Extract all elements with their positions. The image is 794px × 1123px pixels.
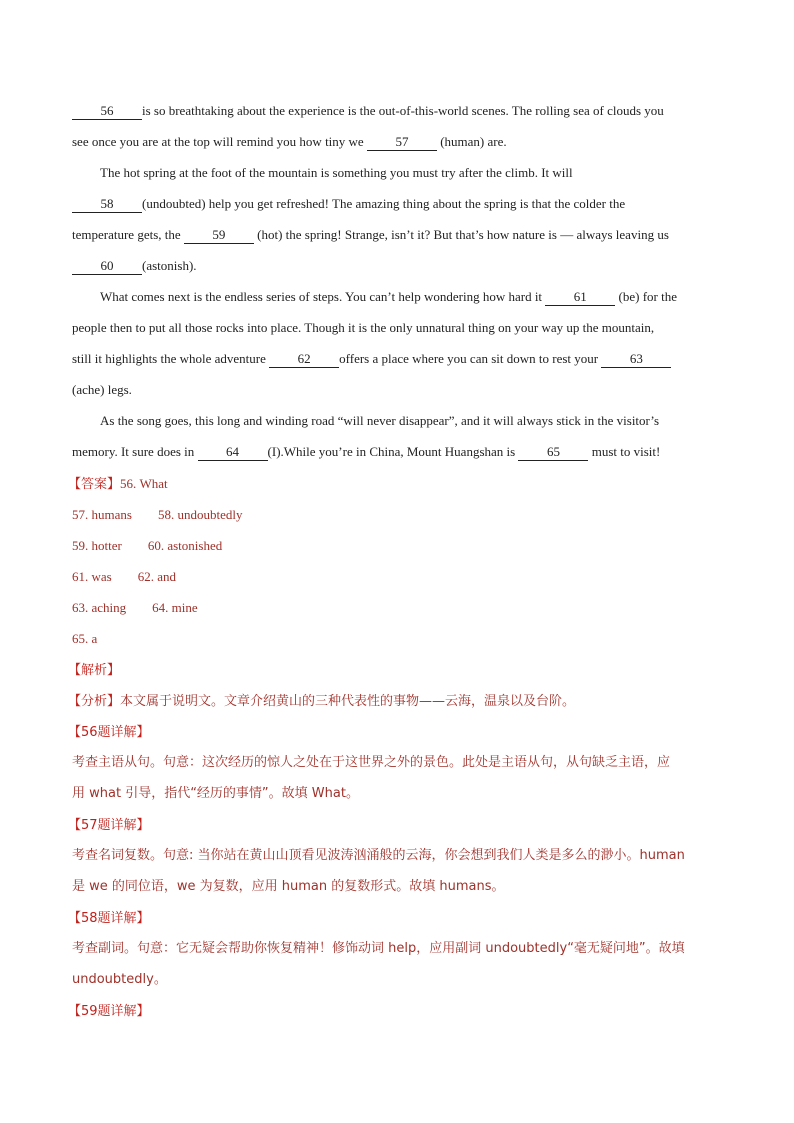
blank-58: 58 [72, 196, 142, 213]
passage-line-12: memory. It sure does in 64 (I).While you’re in China, Mount Huangshan is 65 must to visit! [72, 444, 661, 459]
passage-line-1: 56 is so breathtaking about the experience is the out-of-this-world scenes. The rolling sea of clouds you [72, 102, 664, 120]
answer-56: 56. What [120, 476, 168, 491]
passage-line-9: still it highlights the whole adventure 62 offers a place where you can sit down to rest your 63 [72, 350, 671, 368]
passage-line-4: 58 (undoubted) help you get refreshed! The amazing thing about the spring is that the colder the [72, 195, 625, 213]
passage-line-5: temperature gets, the 59 (hot) the spring! Strange, isn’t it? But that’s how nature is — always leaving us [72, 227, 669, 242]
answer-line-2 [72, 506, 242, 524]
q57-explain-2: 是 we 的同位语，we 为复数，应用 human 的复数形式。故填 humans。 [72, 879, 505, 894]
blank-64: 64 [198, 444, 268, 461]
answer-line-5 [72, 599, 198, 617]
answer-64: 64. mine [152, 600, 198, 615]
blank-63: 63 [601, 351, 671, 368]
answer-line-4 [72, 568, 176, 586]
blank-57: 57 [367, 134, 437, 151]
answer-62: 62. and [137, 569, 176, 584]
q56-heading: 【56题详解】 [68, 725, 150, 740]
q59-heading: 【59题详解】 [68, 1004, 150, 1019]
q57-explain-1: 考查名词复数。句意: 当你站在黄山山顶看见波涛汹涌般的云海，你会想到我们人类是多么的渺小。human [72, 848, 685, 863]
answer-line-1 [68, 475, 168, 494]
blank-56: 56 [72, 103, 142, 120]
q56-explain-2: 用 what 引导，指代“经历的事情”。故填 What。 [72, 786, 359, 801]
blank-62: 62 [269, 351, 339, 368]
passage-line-7: What comes next is the endless series of steps. You can’t help wondering how hard it 61 (be) for the [100, 289, 678, 304]
answer-65: 65. a [72, 631, 98, 646]
answer-tag: 【答案】 [68, 477, 121, 492]
passage-line-11: As the song goes, this long and winding road “will never disappear”, and it will always stick in the visitor’s [100, 413, 660, 428]
answer-59: 59. hotter [72, 538, 122, 553]
blank-61: 61 [545, 289, 615, 306]
passage-line-3: The hot spring at the foot of the mountain is something you must try after the climb. It will [100, 165, 573, 180]
answer-57: 57. humans [72, 507, 132, 522]
passage-line-6: 60 (astonish). [72, 257, 197, 275]
q58-explain-2: undoubtedly。 [72, 972, 167, 987]
passage-line-10: (ache) legs. [72, 382, 132, 397]
answer-line-3 [72, 537, 222, 555]
blank-59: 59 [184, 227, 254, 244]
q58-heading: 【58题详解】 [68, 911, 150, 926]
blank-60: 60 [72, 258, 142, 275]
q58-explain-1: 考查副词。句意：它无疑会帮助你恢复精神！修饰动词 help，应用副词 undoubtedly“毫无疑问地”。故填 [72, 941, 685, 956]
q56-explain-1: 考查主语从句。句意：这次经历的惊人之处在于这世界之外的景色。此处是主语从句，从句缺乏主语，应 [72, 755, 671, 770]
q57-heading: 【57题详解】 [68, 818, 150, 833]
answer-58: 58. undoubtedly [157, 507, 243, 522]
blank-65: 65 [518, 444, 588, 461]
passage-line-8: people then to put all those rocks into place. Though it is the only unnatural thing on your way up the mountain, [72, 320, 655, 335]
analysis-heading: 【解析】 [68, 663, 121, 678]
answer-line-6 [72, 630, 97, 648]
answer-60: 60. astonished [147, 538, 223, 553]
answer-61: 61. was [72, 569, 112, 584]
analysis-summary: 【分析】本文属于说明文。文章介绍黄山的三种代表性的事物——云海，温泉以及台阶。 [68, 694, 576, 709]
passage-line-2: see once you are at the top will remind you how tiny we 57 (human) are. [72, 134, 507, 149]
answer-63: 63. aching [72, 600, 127, 615]
